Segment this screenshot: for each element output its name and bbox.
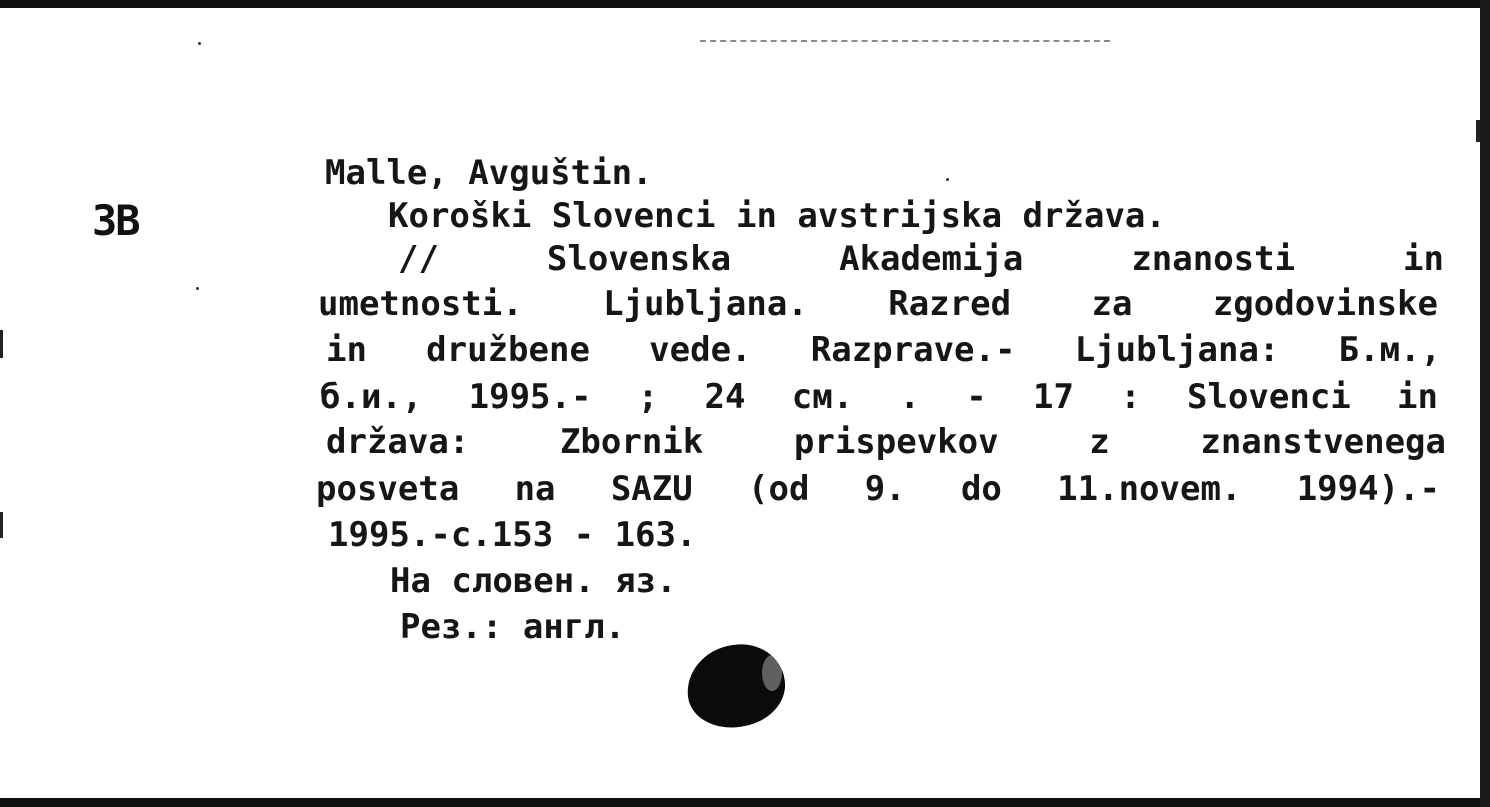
description-line: б.и., 1995.- ; 24 см. . - 17 : Slovenci in <box>320 377 1438 417</box>
card-right-edge <box>1480 0 1490 807</box>
right-edge-mark <box>1476 120 1480 142</box>
left-edge-mark <box>0 512 3 538</box>
language-note: На словен. яз. <box>390 561 677 601</box>
call-number: 3B <box>92 196 139 245</box>
scan-speck <box>198 42 201 45</box>
left-edge-mark <box>0 330 3 358</box>
description-line: in družbene vede. Razprave.- Ljubljana: Б.м., <box>326 330 1441 370</box>
card-top-edge <box>0 0 1490 8</box>
summary-note: Рез.: англ. <box>400 607 626 647</box>
title-line: Koroški Slovenci in avstrijska država. <box>388 196 1166 236</box>
scan-speck <box>946 178 949 181</box>
description-line: posveta na SAZU (od 9. do 11.novem. 1994).- <box>316 469 1440 509</box>
description-line: umetnosti. Ljubljana. Razred za zgodovinske <box>318 284 1438 324</box>
punch-hole-highlight <box>762 655 782 691</box>
description-line: država: Zbornik prispevkov z znanstvenega <box>326 422 1446 462</box>
description-line: 1995.-с.153 - 163. <box>328 515 697 555</box>
scan-speck <box>196 287 199 290</box>
card-bottom-edge <box>0 798 1490 807</box>
author-heading: Malle, Avguštin. <box>325 153 653 193</box>
description-line: // Slovenska Akademija znanosti in <box>398 239 1444 279</box>
scan-artifact-line <box>700 40 1110 42</box>
